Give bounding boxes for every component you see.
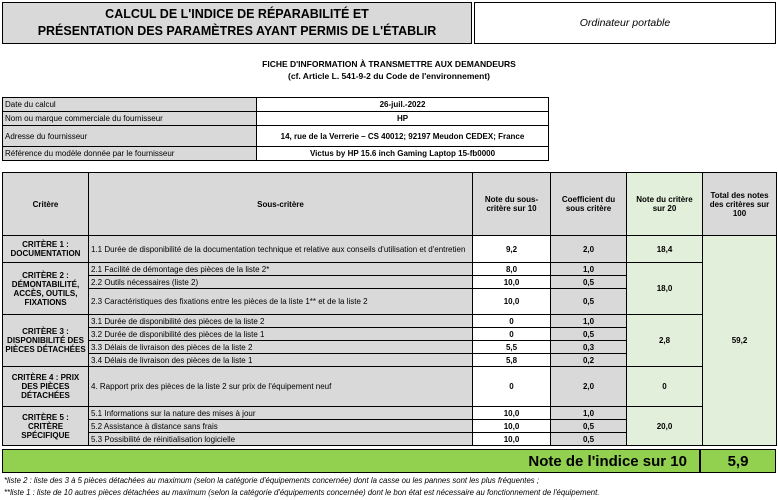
final-score-label: Note de l'indice sur 10 [2,449,700,473]
criteria-3-name: CRITÈRE 3 : DISPONIBILITÉ DES PIÈCES DÉTACHÉES [3,315,89,367]
criteria-4-score: 0 [627,367,703,407]
subcriteria-label: 2.1 Facilité de démontage des pièces de la liste 2* [89,263,473,276]
document-title [2,2,472,44]
header-note-sub: Note du sous-critère sur 10 [473,173,551,236]
subcriteria-label: 3.4 Délais de livraison des pièces de la liste 1 [89,354,473,367]
subcriteria-coefficient: 0,5 [551,289,627,315]
table-row [3,236,777,263]
product-category: Ordinateur portable [474,2,776,44]
model-value: Victus by HP 15.6 inch Gaming Laptop 15-fb0000 [257,147,549,161]
criteria-1-score: 18,4 [627,236,703,263]
subcriteria-coefficient: 1,0 [551,407,627,420]
subcriteria-note: 0 [473,315,551,328]
subcriteria-coefficient: 2,0 [551,367,627,407]
header-coefficient: Coefficient du sous critère [551,173,627,236]
fiche-title: FICHE D'INFORMATION À TRANSMETTRE AUX DEMANDEURS [262,59,516,69]
header-criteria: Critère [3,173,89,236]
subcriteria-label: 3.3 Délais de livraison des pièces de la liste 2 [89,341,473,354]
criteria-2-name: CRITÈRE 2 : DÉMONTABILITÉ, ACCÈS, OUTILS, FIXATIONS [3,263,89,315]
info-row-date [3,98,549,112]
subcriteria-coefficient: 1,0 [551,263,627,276]
title-line-1: CALCUL DE L'INDICE DE RÉPARABILITÉ ET [105,7,369,21]
criteria-table [2,172,777,446]
total-score: 59,2 [703,236,777,446]
table-row [3,263,777,276]
table-header-row [3,173,777,236]
subcriteria-coefficient: 0,5 [551,328,627,341]
criteria-5-score: 20,0 [627,407,703,446]
subcriteria-note: 8,0 [473,263,551,276]
subcriteria-note: 5,5 [473,341,551,354]
subcriteria-note: 10,0 [473,289,551,315]
subcriteria-label: 2.3 Caractéristiques des fixations entre les pièces de la liste 1** et de la liste 2 [89,289,473,315]
subcriteria-label: 1.1 Durée de disponibilité de la documentation technique et relative aux conseils d'utilisation et d'entretien [89,236,473,263]
subcriteria-label: 2.2 Outils nécessaires (liste 2) [89,276,473,289]
subcriteria-note: 5,8 [473,354,551,367]
subcriteria-coefficient: 2,0 [551,236,627,263]
subcriteria-label: 5.3 Possibilité de réinitialisation logicielle [89,433,473,446]
address-label: Adresse du fournisseur [3,126,257,147]
info-row-address [3,126,549,147]
criteria-3-score: 2,8 [627,315,703,367]
subcriteria-label: 5.1 Informations sur la nature des mises à jour [89,407,473,420]
subcriteria-coefficient: 0,5 [551,276,627,289]
subcriteria-coefficient: 0,5 [551,433,627,446]
subcriteria-note: 10,0 [473,433,551,446]
subcriteria-note: 9,2 [473,236,551,263]
supplier-info-table [2,97,549,161]
subcriteria-label: 3.1 Durée de disponibilité des pièces de la liste 2 [89,315,473,328]
info-row-model [3,147,549,161]
table-row [3,315,777,328]
subcriteria-note: 0 [473,367,551,407]
subcriteria-label: 5.2 Assistance à distance sans frais [89,420,473,433]
criteria-4-name: CRITÈRE 4 : PRIX DES PIÈCES DÉTACHÉES [3,367,89,407]
subcriteria-note: 10,0 [473,420,551,433]
model-label: Référence du modèle donnée par le fournisseur [3,147,257,161]
criteria-1-name: CRITÈRE 1 : DOCUMENTATION [3,236,89,263]
header-subcriteria: Sous-critère [89,173,473,236]
subcriteria-coefficient: 0,2 [551,354,627,367]
brand-label: Nom ou marque commerciale du fournisseur [3,112,257,126]
header-total: Total des notes des critères sur 100 [703,173,777,236]
footnote-list-1: **liste 1 : liste de 10 autres pièces détachées au maximum (selon la catégorie d'équipements concernée) dont le bon état est nécessaire au fonctionnement de l'équipement. [4,488,600,497]
subcriteria-coefficient: 1,0 [551,315,627,328]
subcriteria-note: 0 [473,328,551,341]
subcriteria-coefficient: 0,5 [551,420,627,433]
date-value: 26-juil.-2022 [257,98,549,112]
info-row-brand [3,112,549,126]
subcriteria-label: 3.2 Durée de disponibilité des pièces de la liste 1 [89,328,473,341]
criteria-2-score: 18,0 [627,263,703,315]
date-label: Date du calcul [3,98,257,112]
subcriteria-label: 4. Rapport prix des pièces de la liste 2 sur prix de l'équipement neuf [89,367,473,407]
brand-value: HP [257,112,549,126]
title-line-2: PRÉSENTATION DES PARAMÈTRES AYANT PERMIS DE L'ÉTABLIR [37,24,437,38]
table-row [3,407,777,420]
subcriteria-note: 10,0 [473,276,551,289]
criteria-5-name: CRITÈRE 5 : CRITÈRE SPÉCIFIQUE [3,407,89,446]
table-row [3,367,777,407]
subcriteria-note: 10,0 [473,407,551,420]
final-score-value: 5,9 [700,449,776,473]
header-note-criteria: Note du critère sur 20 [627,173,703,236]
footnote-list-2: *liste 2 : liste des 3 à 5 pièces détachées au maximum (selon la catégorie d'équipements concernée) dont la casse ou les pannes sont les plus fréquentes ; [4,476,540,485]
fiche-subtitle: (cf. Article L. 541-9-2 du Code de l'environnement) [288,71,490,81]
final-score-row [2,449,776,473]
subcriteria-coefficient: 0,3 [551,341,627,354]
address-value: 14, rue de la Verrerie – CS 40012; 92197 Meudon CEDEX; France [257,126,549,147]
